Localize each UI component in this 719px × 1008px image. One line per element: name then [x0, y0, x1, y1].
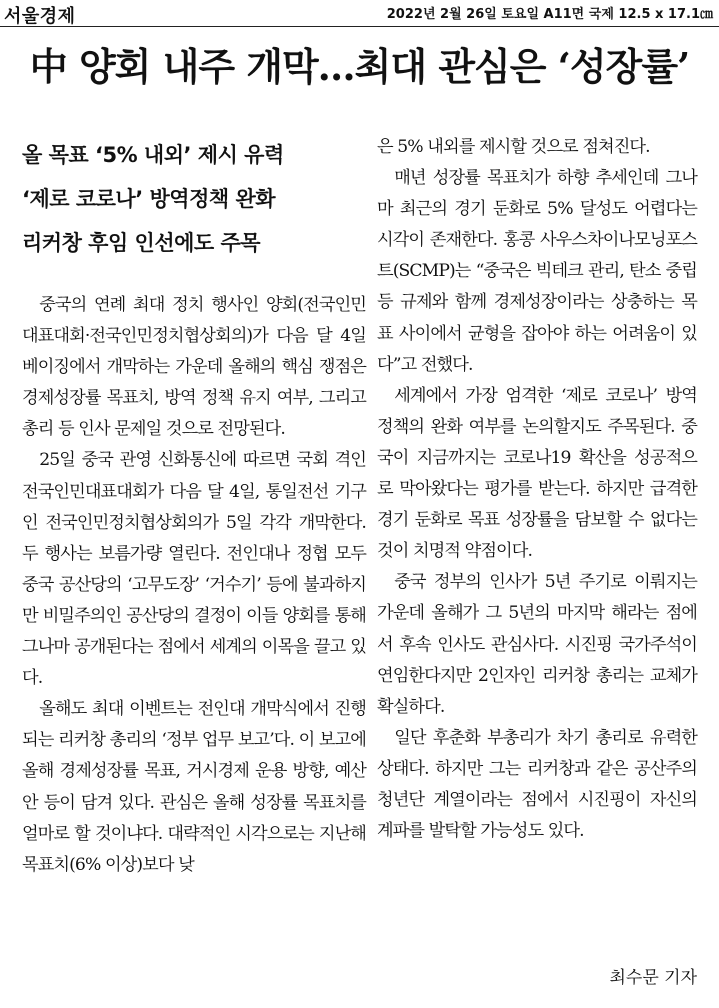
masthead — [0, 0, 719, 27]
body-paragraph-continued: 은 5% 내외를 제시할 것으로 점쳐진다. — [377, 137, 650, 157]
subhead-3: 리커창 후임 인선에도 주목 — [22, 231, 261, 255]
paper-name: 서울경제 — [4, 6, 76, 27]
subhead-2: ‘제로 코로나’ 방역정책 완화 — [22, 187, 276, 211]
byline: 최수문 기자 — [609, 968, 697, 988]
subhead-1: 올 목표 ‘5% 내외’ 제시 유력 — [22, 143, 284, 167]
body-paragraph: 중국 정부의 인사가 5년 주기로 이뤄지는 가운데 올해가 그 5년의 마지막 해라는 점에서 후속 인사도 관심사다. 시진핑 국가주석이 연임한다지만 2인자인 리커창 총리는 교체가 확실하다. — [377, 572, 697, 717]
body-paragraph: 중국의 연례 최대 정치 행사인 양회(전국인민대표대회·전국인민정치협상회의)가 다음 달 4일 베이징에서 개막하는 가운데 올해의 핵심 쟁점은 경제성장률 목표치, 방역 정책 유지 여부, 그리고 총리 등 인사 문제일 것으로 전망된다. — [22, 295, 366, 440]
headline: 中 양회 내주 개막…최대 관심은 ‘성장률’ — [29, 44, 690, 89]
body-paragraph: 일단 후춘화 부총리가 차기 총리로 유력한 상태다. 하지만 그는 리커창과 같은 공산주의청년단 계열이라는 점에서 시진핑이 자신의 계파를 발탁할 가능성도 있다. — [377, 727, 697, 842]
edition-line: 2022년 2월 26일 토요일 A11면 국제 12.5 x 17.1㎝ — [386, 7, 713, 22]
body-paragraph: 25일 중국 관영 신화통신에 따르면 국회 격인 전국인민대표대회가 다음 달 4일, 통일전선 기구인 전국인민정치협상회의가 5일 각각 개막한다. 두 행사는 보름가량 열린다. 전인대나 정협 모두 중국 공산당의 ‘고무도장’ ‘거수기’ 등에 불과하지만 비밀주의인 공산당의 결정이 이들 양회를 통해 그나마 공개된다는 점에서 세계의 이목을 끌고 있다. — [22, 450, 366, 689]
body-column-left — [22, 290, 366, 881]
body-paragraph: 세계에서 가장 엄격한 ‘제로 코로나’ 방역 정책의 완화 여부를 논의할지도 주목된다. 중국이 지금까지는 코로나19 확산을 성공적으로 막아왔다는 평가를 받는다. 하지만 급격한 경기 둔화로 목표 성장률을 담보할 수 없다는 것이 치명적 약점이다. — [377, 385, 697, 562]
body-paragraph: 매년 성장률 목표치가 하향 추세인데 그나마 최근의 경기 둔화로 5% 달성도 어렵다는 시각이 존재한다. 홍콩 사우스차이나모닝포스트(SCMP)는 “중국은 빅테크 관리, 탄소 중립 등 규제와 함께 경제성장이라는 상충하는 목표 사이에서 균형을 잡아야 하는 어려움이 있다”고 전했다. — [377, 168, 697, 375]
subheads — [22, 133, 362, 265]
body-paragraph: 올해도 최대 이벤트는 전인대 개막식에서 진행되는 리커창 총리의 ‘정부 업무 보고’다. 이 보고에 올해 경제성장률 목표, 거시경제 운용 방향, 예산안 등이 담겨 있다. 관심은 올해 성장률 목표치를 얼마로 할 것이냐다. 대략적인 시각으로는 지난해 목표치(6% 이상)보다 낮 — [22, 699, 366, 875]
body-column-right — [377, 132, 697, 847]
